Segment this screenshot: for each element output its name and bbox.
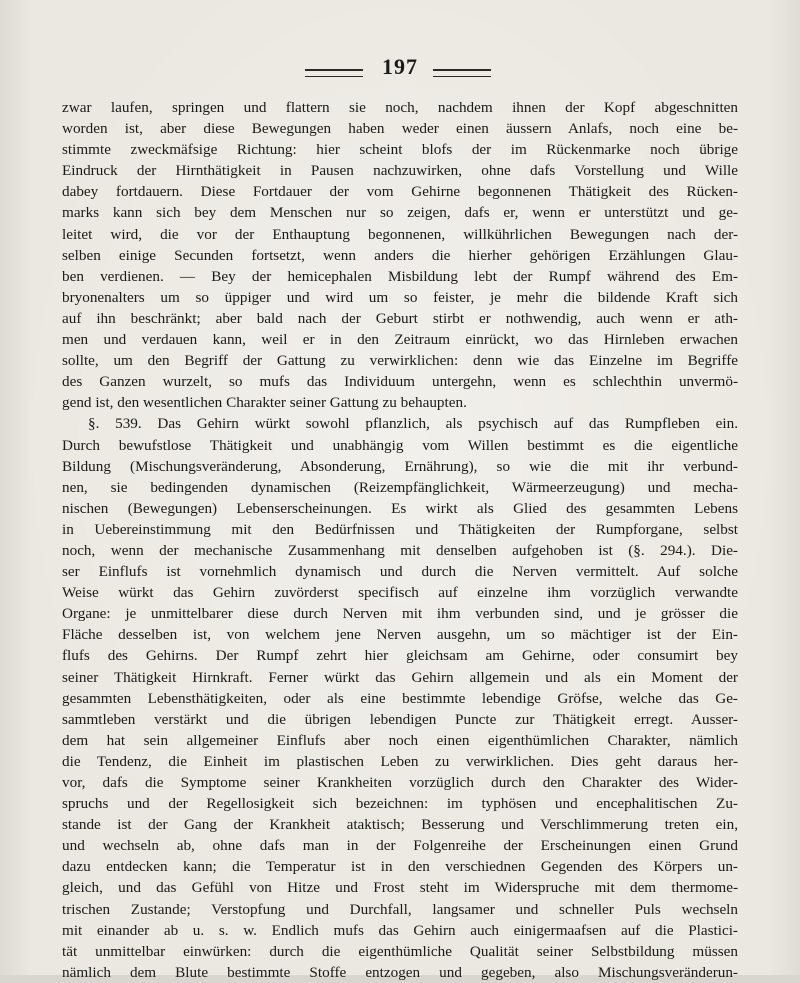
text-line: zwar laufen, springen und flattern sie noch, nachdem ihnen der Kopf abgeschnitten <box>62 99 738 116</box>
text-line: selben einige Secunden fortsetzt, wenn anders die hierher gehörigen Erzählungen Glau- <box>62 246 738 264</box>
text-line: tät unmittelbar einwürken: durch die eigenthümliche Qualität seiner Selbstbildung müssen <box>62 942 738 960</box>
text-line: des Ganzen wurzelt, so mufs das Individuum untergehn, wenn es schlechthin unvermö- <box>62 373 738 391</box>
text-line: noch, wenn der mechanische Zusammenhang mit denselben aufgehoben ist (§. 294.). Die- <box>62 541 738 559</box>
header-rule-left <box>305 69 363 77</box>
text-line: sammtleben verstärkt und die übrigen lebendigen Puncte zur Thätigkeit erregt. Ausser- <box>62 710 738 728</box>
text-line: flufs des Gehirns. Der Rumpf zehrt hier gleichsam am Gehirne, oder consumirt bey <box>62 647 738 665</box>
text-line: gleich, und das Gefühl von Hitze und Frost steht im Widerspruche mit dem thermome- <box>62 879 738 897</box>
text-line: worden ist, aber diese Bewegungen haben weder einen äussern Anlafs, noch eine be- <box>62 120 738 138</box>
text-line: Organe: je unmittelbarer diese durch Nerven mit ihm verbunden sind, und je grösser die <box>62 605 738 623</box>
text-line: Eindruck der Hirnthätigkeit in Pausen nachzuwirken, ohne dafs Vorstellung und Wille <box>62 162 738 180</box>
text-line: ser Einflufs ist vornehmlich dynamisch und durch die Nerven vermittelt. Auf solche <box>62 563 738 581</box>
text-line: auf ihn beschränkt; aber bald nach der Geburt stirbt er nothwendig, auch wenn er ath- <box>62 309 738 327</box>
page-number: 197 <box>382 54 418 79</box>
text-line: mit einander ab u. s. w. Endlich mufs das Gehirn auch einigermaafsen auf die Plastici- <box>62 921 738 939</box>
text-line: nämlich dem Blute bestimmte Stoffe entzogen und gegeben, also Mischungsveränderun- <box>62 963 738 981</box>
text-line: leitet wird, die vor der Enthauptung begonnenen, willkührlichen Bewegungen nach der- <box>62 225 738 243</box>
text-line: und wechseln ab, ohne dafs man in der Folgenreihe der Erscheinungen einen Grund <box>62 837 738 855</box>
text-line: Fläche desselben ist, von welchem jene Nerven ausgehn, um so mächtiger ist der Ein- <box>62 626 738 644</box>
text-line: nischen (Bewegungen) Lebenserscheinungen. Es wirkt als Glied des gesammten Lebens <box>62 499 738 517</box>
text-line: gesammten Lebensthätigkeiten, oder als eine bestimmte lebendige Gröfse, welche das Ge- <box>62 689 738 707</box>
text-line: sollte, um den Begriff der Gattung zu verwirklichen: denn wie das Einzelne im Begriffe <box>62 352 738 370</box>
text-line: in Uebereinstimmung mit den Bedürfnissen und Thätigkeiten der Rumpforgane, selbst <box>62 520 738 538</box>
text-line: men und verdauen kann, weil er in den Zeitraum einrückt, wo das Hirnleben erwachen <box>62 331 738 349</box>
text-line: dem hat sein allgemeiner Einflufs aber noch einen eigenthümlichen Charakter, nämlich <box>62 731 738 749</box>
text-line: seiner Thätigkeit Hirnkraft. Ferner würkt das Gehirn allgemein und als ein Moment der <box>62 668 738 686</box>
text-line: marks kann sich bey dem Menschen nur so zeigen, dafs er, wenn er unterstützt und ge- <box>62 204 738 222</box>
text-line: vor, dafs die Symptome seiner Krankheiten vorzüglich durch den Charakter des Wider- <box>62 774 738 791</box>
text-line: spruchs und der Regellosigkeit sich bezeichnen: im typhösen und encephalitischen Zu- <box>62 795 738 813</box>
text-line: Bildung (Mischungsveränderung, Absonderung, Ernährung), so wie die mit ihr verbund- <box>62 457 738 475</box>
text-line: trischen Zustande; Verstopfung und Durchfall, langsamer und schneller Puls wechseln <box>62 900 738 918</box>
text-line: dabey fortdauern. Diese Fortdauer der vom Gehirne begonnenen Thätigkeit des Rücken- <box>62 183 738 201</box>
text-line: stande ist der Gang der Krankheit ataktisch; Besserung und Verschlimmerung treten ein, <box>62 816 738 834</box>
header-rule-right <box>433 69 491 77</box>
text-line: nen, sie bedingenden dynamischen (Reizempfänglichkeit, Wärmeerzeugung) und mecha- <box>62 478 738 496</box>
text-line: gend ist, den wesentlichen Charakter seiner Gattung zu behaupten. <box>62 394 467 412</box>
text-line: die Tendenz, die Einheit im plastischen Leben zu verwirklichen. Dies geht daraus her- <box>62 752 738 770</box>
text-line: ben verdienen. — Bey der hemicephalen Misbildung lebt der Rumpf während des Em- <box>62 267 738 285</box>
page-header <box>0 54 800 84</box>
text-line: stimmte zweckmäfsige Richtung: hier scheint blofs der im Rückenmarke noch übrige <box>62 141 738 159</box>
text-line: §. 539. Das Gehirn würkt sowohl pflanzlich, als psychisch auf das Rumpfleben ein. <box>88 415 738 433</box>
text-line: bryonenalters um so üppiger und wird um so feister, je mehr die bildende Kraft sich <box>62 288 738 306</box>
text-line: dazu entdecken kann; die Temperatur ist in den verschiednen Gegenden des Körpers un- <box>62 858 738 876</box>
body-text <box>62 97 738 983</box>
text-line: Weise würkt das Gehirn zuvörderst specifisch auf einzelne ihm vorzüglich verwandte <box>62 584 738 602</box>
text-line: Durch bewufstlose Thätigkeit und unabhängig vom Willen bestimmt es die eigentliche <box>62 436 738 454</box>
